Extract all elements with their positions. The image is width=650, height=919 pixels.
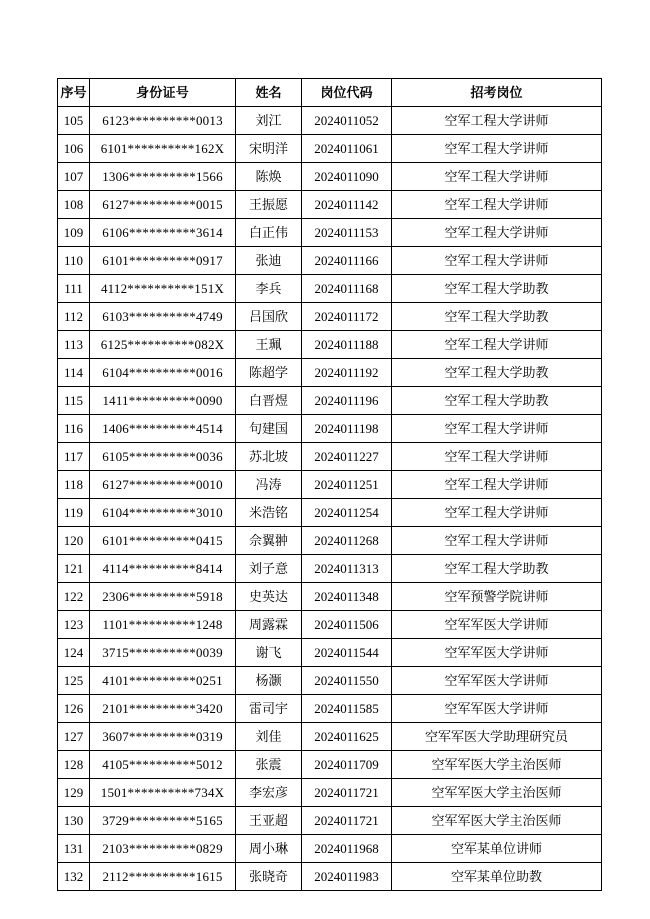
row-number-cell: 106 <box>58 135 90 163</box>
table-body <box>58 107 602 891</box>
row-number-cell: 129 <box>58 779 90 807</box>
id-number-cell: 1411**********0090 <box>90 387 236 415</box>
name-cell: 白正伟 <box>236 219 302 247</box>
row-number-cell: 108 <box>58 191 90 219</box>
table-row <box>58 751 602 779</box>
position-cell: 空军工程大学讲师 <box>392 443 602 471</box>
id-number-cell: 3715**********0039 <box>90 639 236 667</box>
table-row <box>58 331 602 359</box>
position-code-cell: 2024011172 <box>302 303 392 331</box>
position-code-cell: 2024011983 <box>302 863 392 891</box>
name-cell: 刘佳 <box>236 723 302 751</box>
row-number-cell: 117 <box>58 443 90 471</box>
name-cell: 米浩铭 <box>236 499 302 527</box>
name-cell: 谢飞 <box>236 639 302 667</box>
position-code-cell: 2024011166 <box>302 247 392 275</box>
position-cell: 空军军医大学讲师 <box>392 667 602 695</box>
table-row <box>58 583 602 611</box>
name-cell: 王珮 <box>236 331 302 359</box>
position-cell: 空军军医大学主治医师 <box>392 807 602 835</box>
row-number-cell: 118 <box>58 471 90 499</box>
position-code-cell: 2024011052 <box>302 107 392 135</box>
position-cell: 空军军医大学讲师 <box>392 695 602 723</box>
id-number-cell: 6106**********3614 <box>90 219 236 247</box>
row-number-cell: 105 <box>58 107 90 135</box>
row-number-cell: 128 <box>58 751 90 779</box>
name-cell: 冯涛 <box>236 471 302 499</box>
name-cell: 宋明洋 <box>236 135 302 163</box>
position-code-cell: 2024011227 <box>302 443 392 471</box>
table-row <box>58 835 602 863</box>
position-code-cell: 2024011550 <box>302 667 392 695</box>
table-row <box>58 499 602 527</box>
header-row <box>58 79 602 107</box>
id-number-cell: 6104**********0016 <box>90 359 236 387</box>
position-cell: 空军工程大学助教 <box>392 275 602 303</box>
id-number-cell: 2112**********1615 <box>90 863 236 891</box>
column-header-name: 姓名 <box>236 79 302 107</box>
table-row <box>58 163 602 191</box>
table-row <box>58 471 602 499</box>
row-number-cell: 113 <box>58 331 90 359</box>
position-cell: 空军工程大学讲师 <box>392 219 602 247</box>
name-cell: 刘子意 <box>236 555 302 583</box>
position-cell: 空军工程大学讲师 <box>392 471 602 499</box>
position-code-cell: 2024011348 <box>302 583 392 611</box>
id-number-cell: 3729**********5165 <box>90 807 236 835</box>
row-number-cell: 132 <box>58 863 90 891</box>
id-number-cell: 3607**********0319 <box>90 723 236 751</box>
name-cell: 陈焕 <box>236 163 302 191</box>
row-number-cell: 130 <box>58 807 90 835</box>
table-header <box>58 79 602 107</box>
name-cell: 句建国 <box>236 415 302 443</box>
name-cell: 史英达 <box>236 583 302 611</box>
table-row <box>58 807 602 835</box>
position-code-cell: 2024011168 <box>302 275 392 303</box>
id-number-cell: 1406**********4514 <box>90 415 236 443</box>
row-number-cell: 114 <box>58 359 90 387</box>
id-number-cell: 6101**********162X <box>90 135 236 163</box>
column-header-position-code: 岗位代码 <box>302 79 392 107</box>
position-code-cell: 2024011721 <box>302 779 392 807</box>
position-code-cell: 2024011254 <box>302 499 392 527</box>
position-cell: 空军工程大学助教 <box>392 555 602 583</box>
row-number-cell: 111 <box>58 275 90 303</box>
row-number-cell: 125 <box>58 667 90 695</box>
name-cell: 白晋煜 <box>236 387 302 415</box>
id-number-cell: 4105**********5012 <box>90 751 236 779</box>
position-cell: 空军工程大学讲师 <box>392 331 602 359</box>
table-row <box>58 135 602 163</box>
row-number-cell: 116 <box>58 415 90 443</box>
position-code-cell: 2024011268 <box>302 527 392 555</box>
position-code-cell: 2024011188 <box>302 331 392 359</box>
position-code-cell: 2024011251 <box>302 471 392 499</box>
table-row <box>58 415 602 443</box>
position-cell: 空军预警学院讲师 <box>392 583 602 611</box>
position-code-cell: 2024011544 <box>302 639 392 667</box>
position-code-cell: 2024011090 <box>302 163 392 191</box>
row-number-cell: 121 <box>58 555 90 583</box>
id-number-cell: 1101**********1248 <box>90 611 236 639</box>
table-row <box>58 695 602 723</box>
position-cell: 空军工程大学助教 <box>392 359 602 387</box>
row-number-cell: 112 <box>58 303 90 331</box>
position-code-cell: 2024011313 <box>302 555 392 583</box>
row-number-cell: 122 <box>58 583 90 611</box>
name-cell: 王振愿 <box>236 191 302 219</box>
position-cell: 空军军医大学助理研究员 <box>392 723 602 751</box>
row-number-cell: 127 <box>58 723 90 751</box>
id-number-cell: 2306**********5918 <box>90 583 236 611</box>
table-row <box>58 275 602 303</box>
name-cell: 周小琳 <box>236 835 302 863</box>
table-row <box>58 387 602 415</box>
id-number-cell: 6105**********0036 <box>90 443 236 471</box>
id-number-cell: 6103**********4749 <box>90 303 236 331</box>
row-number-cell: 119 <box>58 499 90 527</box>
table-row <box>58 863 602 891</box>
name-cell: 张晓奇 <box>236 863 302 891</box>
row-number-cell: 123 <box>58 611 90 639</box>
name-cell: 张迪 <box>236 247 302 275</box>
row-number-cell: 124 <box>58 639 90 667</box>
id-number-cell: 6101**********0415 <box>90 527 236 555</box>
id-number-cell: 6101**********0917 <box>90 247 236 275</box>
position-code-cell: 2024011625 <box>302 723 392 751</box>
row-number-cell: 131 <box>58 835 90 863</box>
position-cell: 空军某单位讲师 <box>392 835 602 863</box>
position-code-cell: 2024011061 <box>302 135 392 163</box>
row-number-cell: 120 <box>58 527 90 555</box>
position-cell: 空军军医大学讲师 <box>392 639 602 667</box>
name-cell: 李兵 <box>236 275 302 303</box>
position-cell: 空军军医大学主治医师 <box>392 779 602 807</box>
position-cell: 空军工程大学助教 <box>392 303 602 331</box>
name-cell: 陈超学 <box>236 359 302 387</box>
name-cell: 佘翼翀 <box>236 527 302 555</box>
position-cell: 空军工程大学讲师 <box>392 499 602 527</box>
id-number-cell: 6104**********3010 <box>90 499 236 527</box>
position-code-cell: 2024011585 <box>302 695 392 723</box>
position-code-cell: 2024011192 <box>302 359 392 387</box>
position-cell: 空军工程大学讲师 <box>392 191 602 219</box>
position-cell: 空军工程大学讲师 <box>392 135 602 163</box>
position-cell: 空军某单位助教 <box>392 863 602 891</box>
name-cell: 雷司宇 <box>236 695 302 723</box>
position-cell: 空军军医大学主治医师 <box>392 751 602 779</box>
id-number-cell: 6123**********0013 <box>90 107 236 135</box>
name-cell: 吕国欣 <box>236 303 302 331</box>
table-row <box>58 359 602 387</box>
name-cell: 王亚超 <box>236 807 302 835</box>
table-row <box>58 303 602 331</box>
position-cell: 空军工程大学讲师 <box>392 247 602 275</box>
table-row <box>58 555 602 583</box>
name-cell: 李宏彦 <box>236 779 302 807</box>
table-row <box>58 219 602 247</box>
table-row <box>58 723 602 751</box>
id-number-cell: 4112**********151X <box>90 275 236 303</box>
position-code-cell: 2024011198 <box>302 415 392 443</box>
recruitment-roster-table <box>57 78 602 891</box>
name-cell: 苏北坡 <box>236 443 302 471</box>
id-number-cell: 6125**********082X <box>90 331 236 359</box>
row-number-cell: 107 <box>58 163 90 191</box>
id-number-cell: 1501**********734X <box>90 779 236 807</box>
table-row <box>58 247 602 275</box>
id-number-cell: 4114**********8414 <box>90 555 236 583</box>
table-row <box>58 779 602 807</box>
position-code-cell: 2024011142 <box>302 191 392 219</box>
row-number-cell: 126 <box>58 695 90 723</box>
position-cell: 空军工程大学助教 <box>392 387 602 415</box>
row-number-cell: 110 <box>58 247 90 275</box>
id-number-cell: 2101**********3420 <box>90 695 236 723</box>
table-row <box>58 107 602 135</box>
position-cell: 空军工程大学讲师 <box>392 107 602 135</box>
position-code-cell: 2024011968 <box>302 835 392 863</box>
row-number-cell: 115 <box>58 387 90 415</box>
id-number-cell: 6127**********0015 <box>90 191 236 219</box>
position-cell: 空军工程大学讲师 <box>392 527 602 555</box>
position-cell: 空军工程大学讲师 <box>392 163 602 191</box>
position-cell: 空军工程大学讲师 <box>392 415 602 443</box>
column-header-position: 招考岗位 <box>392 79 602 107</box>
table-row <box>58 527 602 555</box>
name-cell: 刘江 <box>236 107 302 135</box>
id-number-cell: 2103**********0829 <box>90 835 236 863</box>
id-number-cell: 6127**********0010 <box>90 471 236 499</box>
id-number-cell: 4101**********0251 <box>90 667 236 695</box>
row-number-cell: 109 <box>58 219 90 247</box>
name-cell: 张震 <box>236 751 302 779</box>
position-code-cell: 2024011196 <box>302 387 392 415</box>
table-row <box>58 191 602 219</box>
column-header-id-number: 身份证号 <box>90 79 236 107</box>
position-cell: 空军军医大学讲师 <box>392 611 602 639</box>
table-row <box>58 611 602 639</box>
column-header-row-number: 序号 <box>58 79 90 107</box>
position-code-cell: 2024011709 <box>302 751 392 779</box>
table-row <box>58 667 602 695</box>
name-cell: 周露霖 <box>236 611 302 639</box>
position-code-cell: 2024011506 <box>302 611 392 639</box>
id-number-cell: 1306**********1566 <box>90 163 236 191</box>
table-row <box>58 443 602 471</box>
position-code-cell: 2024011721 <box>302 807 392 835</box>
table-row <box>58 639 602 667</box>
position-code-cell: 2024011153 <box>302 219 392 247</box>
name-cell: 杨灏 <box>236 667 302 695</box>
